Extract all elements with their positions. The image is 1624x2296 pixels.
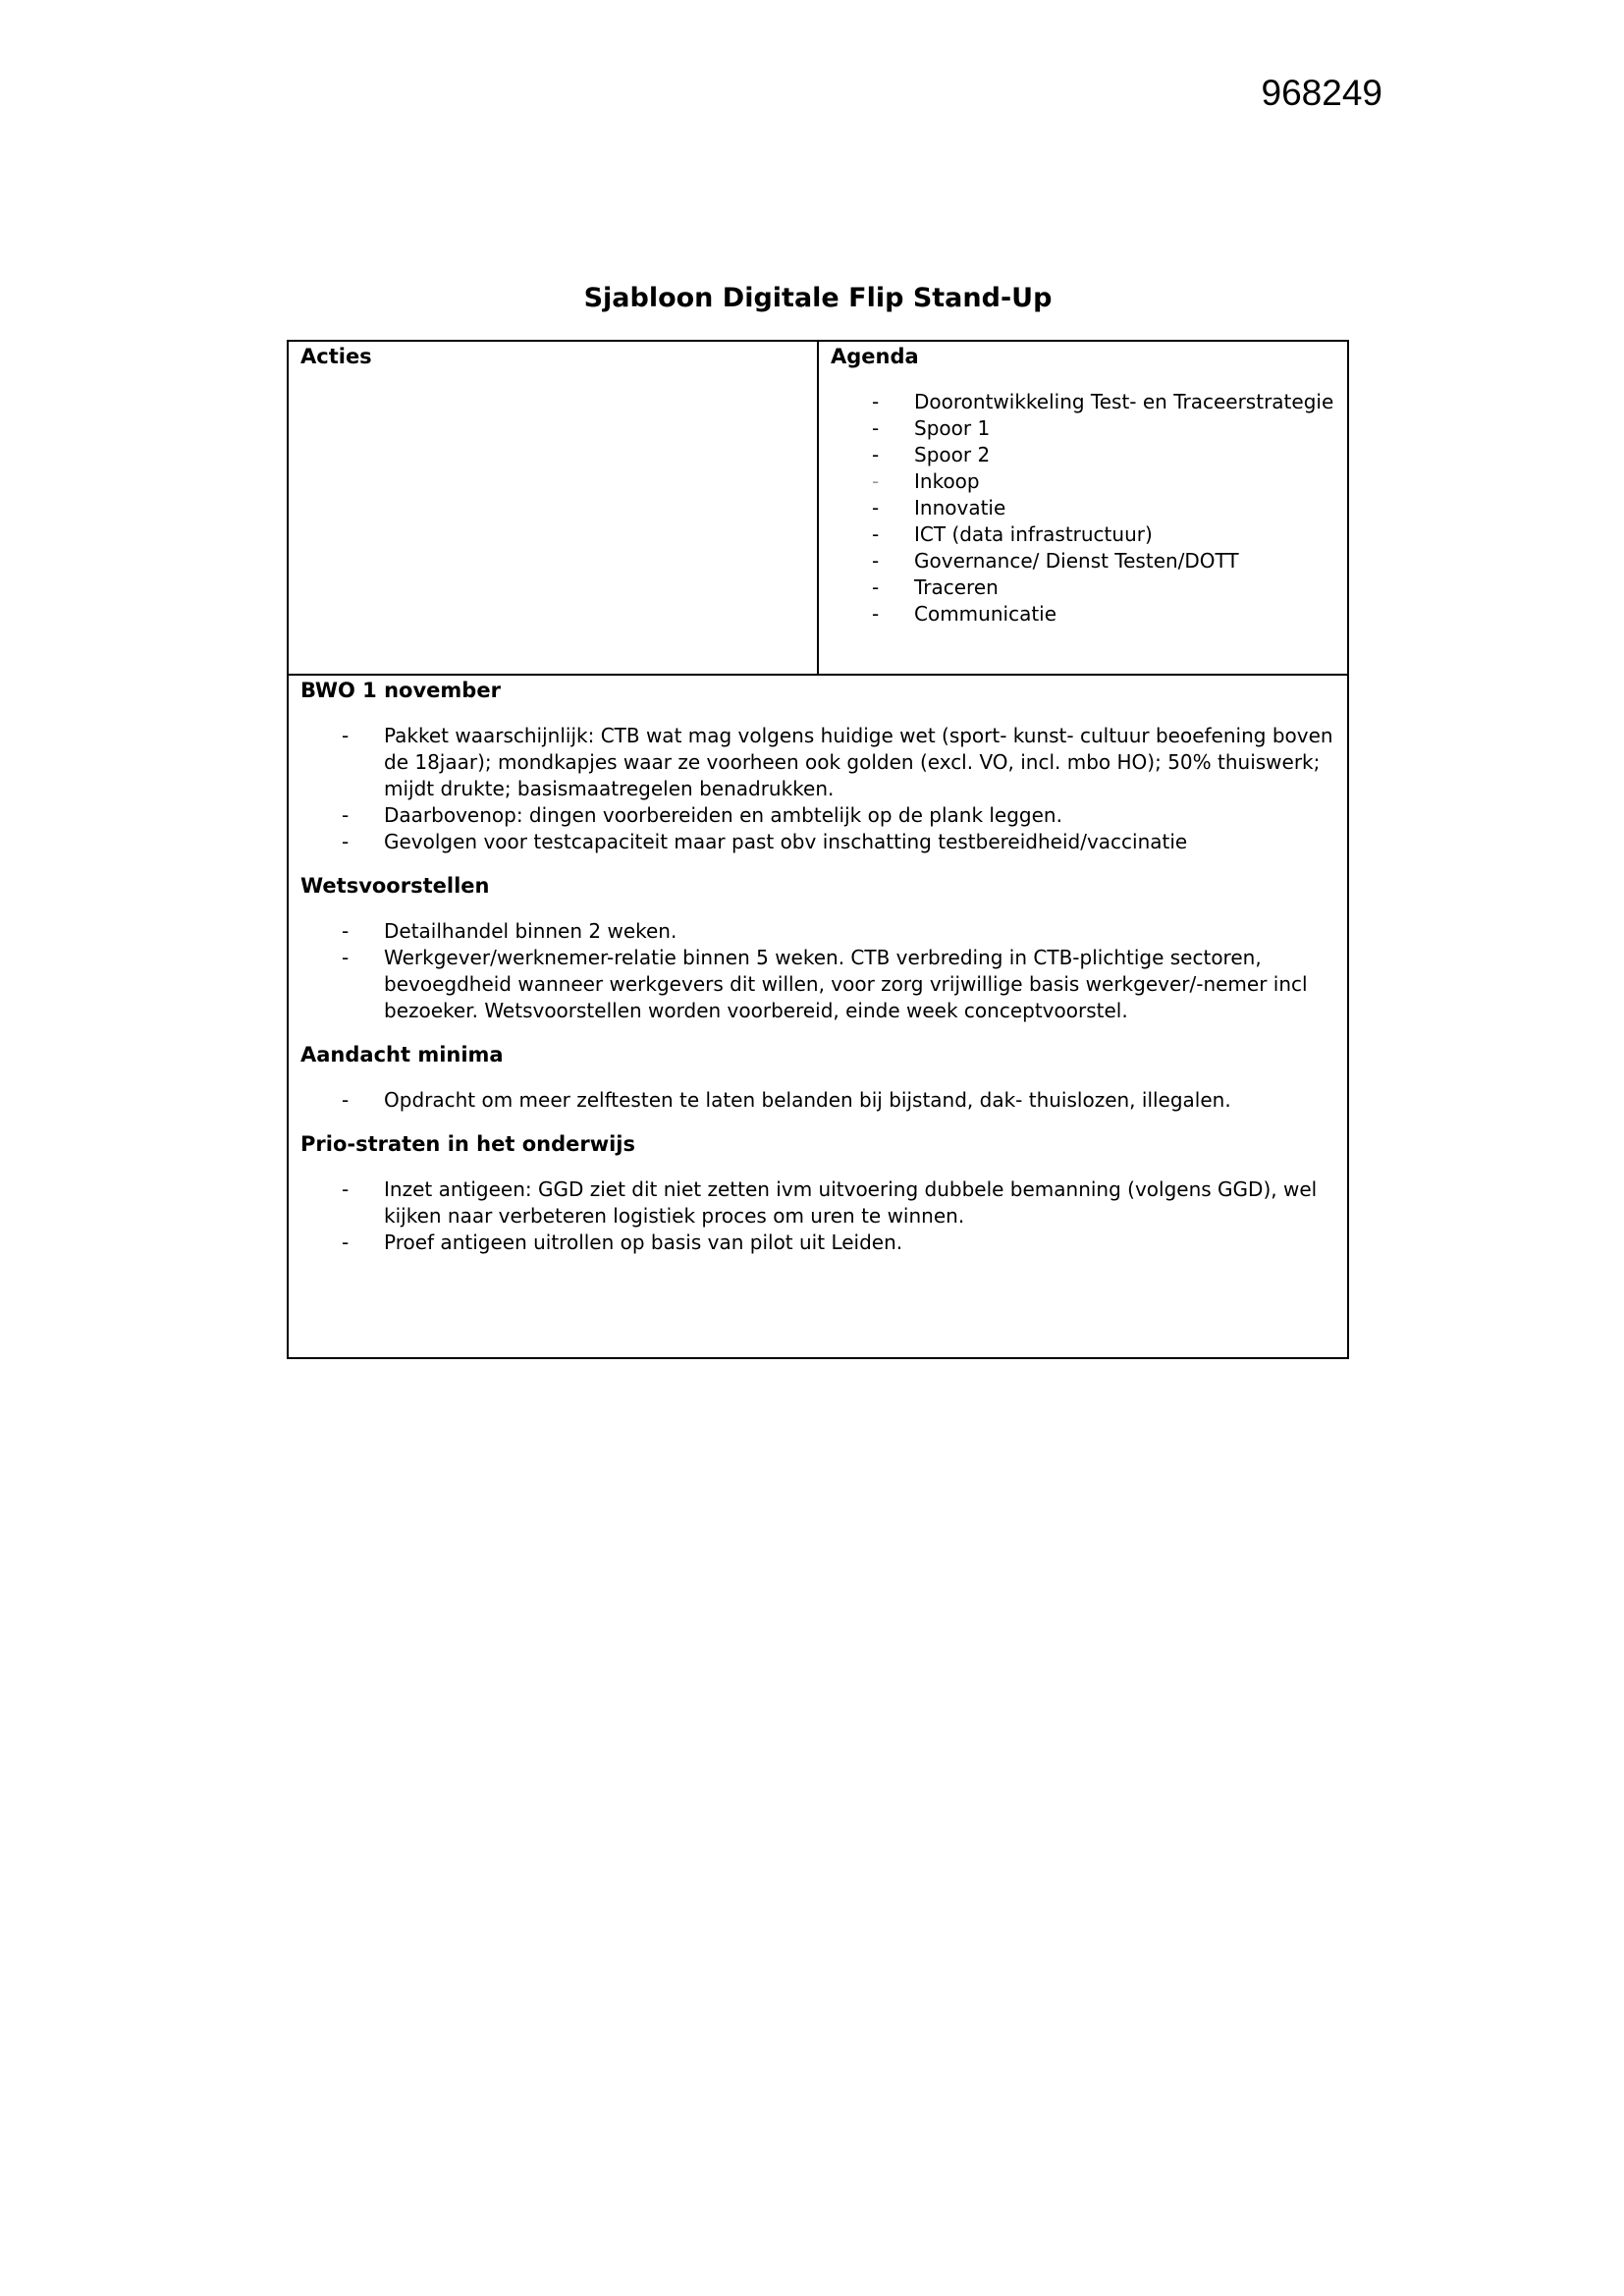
list-item: - Detailhandel binnen 2 weken. <box>300 918 1335 945</box>
section-bwo <box>300 676 1335 855</box>
agenda-heading: Agenda <box>831 345 919 368</box>
agenda-item: - Innovatie <box>831 495 1335 521</box>
document-title: Sjabloon Digitale Flip Stand-Up <box>583 283 1053 313</box>
agenda-item: - Traceren <box>831 574 1335 601</box>
table-top-row <box>289 342 1347 676</box>
agenda-item: - Doorontwikkeling Test- en Traceerstrategie <box>831 389 1335 415</box>
agenda-item: - Governance/ Dienst Testen/DOTT <box>831 548 1335 574</box>
section-list <box>300 723 1335 855</box>
document-number: 968249 <box>1261 73 1382 113</box>
standup-table <box>287 340 1349 1359</box>
agenda-item: - ICT (data infrastructuur) <box>831 521 1335 548</box>
list-item: - Proef antigeen uitrollen op basis van pilot uit Leiden. <box>300 1230 1335 1256</box>
list-item: - Pakket waarschijnlijk: CTB wat mag volgens huidige wet (sport- kunst- cultuur beoefening boven de 18jaar); mondkapjes waar ze voorheen ook golden (excl. VO, incl. mbo HO); 50% thuiswerk; mijdt drukte; basismaatregelen benadrukken. <box>300 723 1335 802</box>
list-item: - Daarbovenop: dingen voorbereiden en ambtelijk op de plank leggen. <box>300 802 1335 829</box>
section-heading: BWO 1 november <box>300 679 501 702</box>
agenda-item: - Inkoop <box>831 468 1335 495</box>
section-heading: Wetsvoorstellen <box>300 874 490 898</box>
section-heading: Prio-straten in het onderwijs <box>300 1132 636 1156</box>
agenda-cell <box>819 342 1347 674</box>
section-wetsvoorstellen <box>300 871 1335 1024</box>
section-prio-straten <box>300 1129 1335 1256</box>
list-item: - Werkgever/werknemer-relatie binnen 5 weken. CTB verbreding in CTB-plichtige sectoren, bevoegdheid wanneer werkgevers dit willen, voor zorg vrijwillige basis werkgever/-nemer incl bezoeker. Wetsvoorstellen worden voorbereid, einde week conceptvoorstel. <box>300 945 1335 1024</box>
agenda-item: - Spoor 1 <box>831 415 1335 442</box>
list-item: - Opdracht om meer zelftesten te laten belanden bij bijstand, dak- thuislozen, illegalen. <box>300 1087 1335 1114</box>
acties-cell <box>289 342 819 674</box>
acties-heading: Acties <box>300 345 372 368</box>
list-item: - Gevolgen voor testcapaciteit maar past obv inschatting testbereidheid/vaccinatie <box>300 829 1335 855</box>
section-list <box>300 918 1335 1024</box>
agenda-item: - Spoor 2 <box>831 442 1335 468</box>
section-list <box>300 1087 1335 1114</box>
section-aandacht-minima <box>300 1040 1335 1114</box>
agenda-item: - Communicatie <box>831 601 1335 628</box>
section-heading: Aandacht minima <box>300 1043 504 1066</box>
list-item: - Inzet antigeen: GGD ziet dit niet zetten ivm uitvoering dubbele bemanning (volgens GGD), wel kijken naar verbeteren logistiek proces om uren te winnen. <box>300 1176 1335 1230</box>
section-list <box>300 1176 1335 1256</box>
notes-cell <box>289 676 1347 1357</box>
agenda-list <box>831 389 1335 628</box>
